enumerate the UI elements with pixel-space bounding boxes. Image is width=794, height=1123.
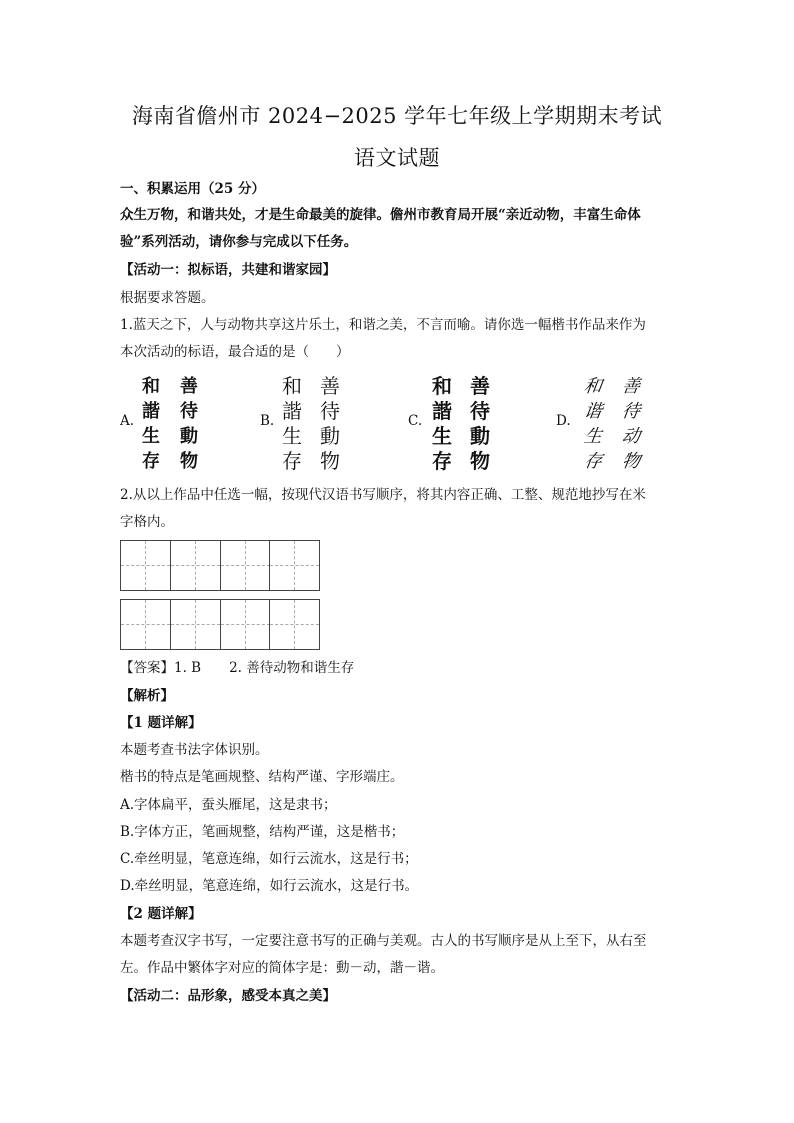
choice-b-char: 物 <box>320 449 340 473</box>
writing-grid-cell[interactable] <box>170 540 220 591</box>
choice-b-char: 善 <box>320 374 340 398</box>
choice-d-char: 生 <box>582 426 604 447</box>
choice-a-label: A. <box>120 413 135 429</box>
choice-b-calligraphy <box>282 375 358 473</box>
detail-1-option-b: B.字体方正，笔画规整，结构严谨，这是楷书； <box>120 824 405 840</box>
page-title: 海南省儋州市 2024−2025 学年七年级上学期期末考试 <box>131 104 663 128</box>
choice-b <box>260 375 430 475</box>
choice-a-char: 諧 <box>142 401 160 422</box>
page-subtitle: 语文试题 <box>354 146 440 170</box>
choice-a-char: 動 <box>180 426 198 447</box>
choice-d-char: 善 <box>620 376 642 397</box>
writing-grid-cell[interactable] <box>170 599 220 650</box>
writing-grid-cell[interactable] <box>269 540 320 591</box>
choice-c-char: 存 <box>432 449 453 473</box>
detail-1-option-a: A.字体扁平，蚕头雁尾，这是隶书； <box>120 797 337 813</box>
question-2-line-2: 字格内。 <box>120 514 174 530</box>
choice-d <box>556 375 726 475</box>
question-1-line-1: 1.蓝天之下，人与动物共享这片乐土，和谐之美，不言而喻。请你选一幅楷书作品来作为 <box>120 317 646 333</box>
choice-c-char: 生 <box>432 424 453 448</box>
choice-c-label: C. <box>408 413 423 429</box>
choice-a-calligraphy <box>142 375 218 473</box>
choice-c-char: 待 <box>470 399 491 423</box>
choice-d-char: 谐 <box>582 401 604 422</box>
requirement-text: 根据要求答题。 <box>120 290 215 306</box>
choice-a-char: 存 <box>142 451 160 472</box>
choice-c-char: 善 <box>470 374 491 398</box>
answer-2: 2. 善待动物和谐生存 <box>229 660 355 676</box>
writing-grid-cell[interactable] <box>120 540 170 591</box>
choice-a-char: 待 <box>180 401 198 422</box>
detail-1-option-d: D.牵丝明显，笔意连绵，如行云流水，这是行书。 <box>120 878 419 894</box>
choice-b-char: 和 <box>282 374 302 398</box>
writing-grid-row-2[interactable] <box>120 599 320 649</box>
activity-one-heading: 【活动一：拟标语，共建和谐家园】 <box>120 262 336 278</box>
section-heading: 一、积累运用（25 分） <box>120 181 265 197</box>
choice-d-char: 存 <box>582 451 604 472</box>
activity-two-heading: 【活动二：品形象，感受本真之美】 <box>120 988 336 1004</box>
choice-a-char: 善 <box>180 376 198 397</box>
writing-grid-cell[interactable] <box>220 540 270 591</box>
choice-b-char: 存 <box>282 449 302 473</box>
detail-1-option-c: C.牵丝明显，笔意连绵，如行云流水，这是行书； <box>120 851 418 867</box>
detail-1-line-2: 楷书的特点是笔画规整、结构严谨、字形端庄。 <box>120 769 404 785</box>
choice-d-calligraphy <box>584 375 660 473</box>
detail-2-heading: 【2 题详解】 <box>120 906 202 922</box>
writing-grid-row-1[interactable] <box>120 540 320 590</box>
choice-a-char: 和 <box>142 376 160 397</box>
writing-grid-cell[interactable] <box>269 599 320 650</box>
choice-d-char: 待 <box>620 401 642 422</box>
intro-line-1: 众生万物，和谐共处，才是生命最美的旋律。儋州市教育局开展“亲近动物，丰富生命体 <box>120 207 641 223</box>
choice-a-char: 生 <box>142 426 160 447</box>
detail-1-heading: 【1 题详解】 <box>120 715 202 731</box>
choice-b-char: 諧 <box>282 399 302 423</box>
writing-grid-cell[interactable] <box>120 599 170 650</box>
choice-b-label: B. <box>260 413 275 429</box>
question-1-line-2: 本次活动的标语，最合适的是（ ） <box>120 344 350 360</box>
choice-c-char: 和 <box>432 374 453 398</box>
writing-grid-cell[interactable] <box>220 599 270 650</box>
choice-d-char: 动 <box>620 426 642 447</box>
choice-c <box>408 375 578 475</box>
choice-b-char: 動 <box>320 424 340 448</box>
choice-b-char: 待 <box>320 399 340 423</box>
question-2-line-1: 2.从以上作品中任选一幅，按现代汉语书写顺序，将其内容正确、工整、规范地抄写在米 <box>120 487 646 503</box>
intro-line-2: 验”系列活动，请你参与完成以下任务。 <box>120 234 358 250</box>
analysis-heading: 【解析】 <box>120 688 174 704</box>
answer-line <box>120 659 680 677</box>
choice-b-char: 生 <box>282 424 302 448</box>
choice-c-char: 諧 <box>432 399 453 423</box>
choice-a-char: 物 <box>180 451 198 472</box>
detail-2-line-2: 左。作品中繁体字对应的简体字是：動－动，諧－谐。 <box>120 960 444 976</box>
choice-d-char: 和 <box>582 376 604 397</box>
detail-2-line-1: 本题考查汉字书写，一定要注意书写的正确与美观。古人的书写顺序是从上至下，从右至 <box>120 933 647 949</box>
detail-1-line-1: 本题考查书法字体识别。 <box>120 742 269 758</box>
choice-c-char: 物 <box>470 449 491 473</box>
choice-d-char: 物 <box>620 451 642 472</box>
choice-c-char: 動 <box>470 424 491 448</box>
answer-1: 【答案】1. B <box>120 660 202 676</box>
choice-d-label: D. <box>556 413 571 429</box>
choice-c-calligraphy <box>432 375 508 473</box>
